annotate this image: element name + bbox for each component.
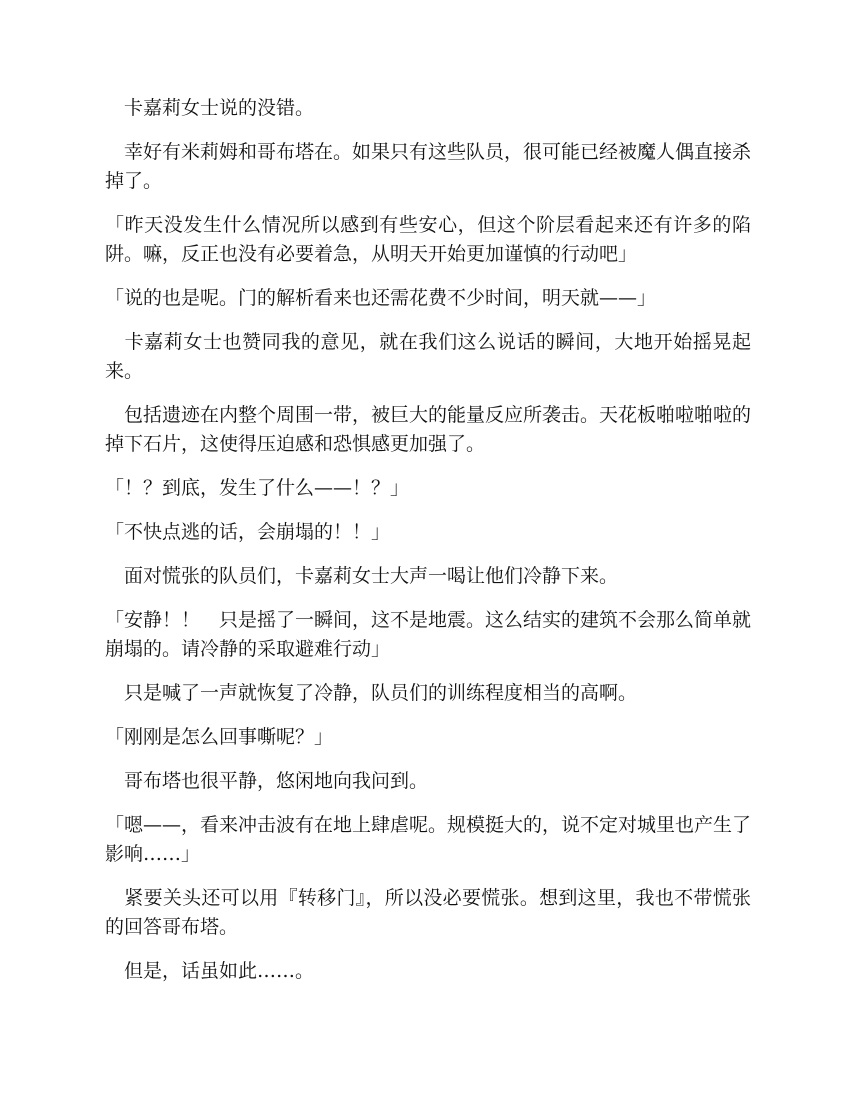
paragraph: 紧要关头还可以用『转移门』，所以没必要慌张。想到这里，我也不带慌张的回答哥布塔。 [105,887,751,938]
paragraph: 「安静！！ 只是摇了一瞬间，这不是地震。这么结实的建筑不会那么简单就崩塌的。请冷静的采取避难行动」 [105,609,752,660]
paragraph: 面对慌张的队员们，卡嘉莉女士大声一喝让他们冷静下来。 [105,565,619,587]
paragraph: 但是，话虽如此……。 [105,960,315,982]
paragraph: 哥布塔也很平静，悠闲地向我问到。 [105,770,429,792]
paragraph: 包括遗迹在内整个周围一带，被巨大的能量反应所袭击。天花板啪啦啪啦的掉下石片，这使得压迫感和恐惧感更加强了。 [105,404,752,455]
paragraph: 幸好有米莉姆和哥布塔在。如果只有这些队员，很可能已经被魔人偶直接杀掉了。 [105,141,752,192]
paragraph: 卡嘉莉女士说的没错。 [105,97,315,119]
paragraph: 「不快点逃的话，会崩塌的！！」 [105,521,391,543]
paragraph: 只是喊了一声就恢复了冷静，队员们的训练程度相当的高啊。 [105,682,638,704]
paragraph: 「昨天没发生什么情况所以感到有些安心，但这个阶层看起来还有许多的陷阱。嘛，反正也没有必要着急，从明天开始更加谨慎的行动吧」 [105,214,751,265]
paragraph: 「嗯——，看来冲击波有在地上肆虐呢。规模挺大的，说不定对城里也产生了影响……」 [105,814,752,865]
paragraph: 「说的也是呢。门的解析看来也还需花费不少时间，明天就——」 [105,287,657,309]
paragraph: 「刚刚是怎么回事嘶呢？」 [105,726,334,748]
paragraph: 卡嘉莉女士也赞同我的意见，就在我们这么说话的瞬间，大地开始摇晃起来。 [105,331,751,382]
paragraph: 「！？到底，发生了什么——！？」 [105,477,410,499]
document-body [105,94,751,1001]
